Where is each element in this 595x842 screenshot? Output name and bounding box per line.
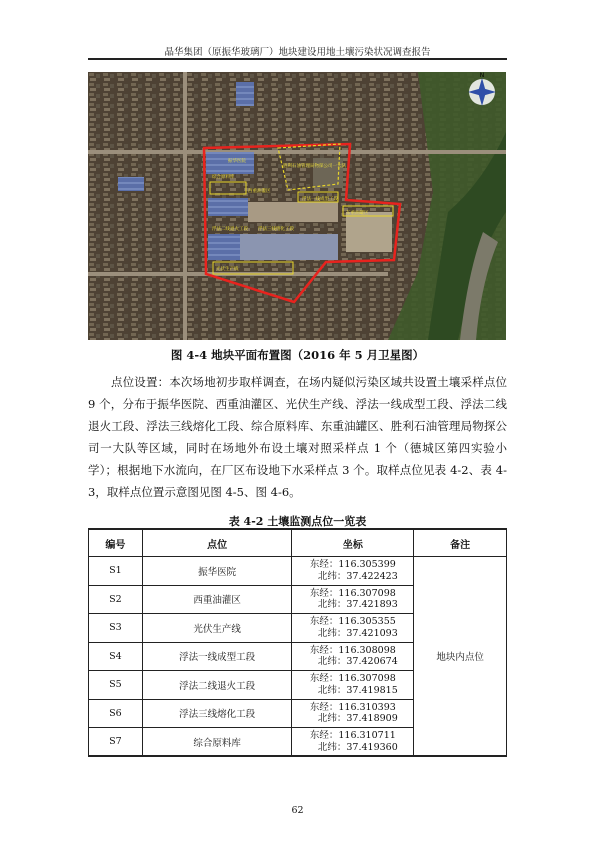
map-label: 振华医院 bbox=[228, 159, 246, 164]
svg-text:N: N bbox=[479, 72, 485, 79]
cell-id: S1 bbox=[89, 557, 143, 586]
page-header: 晶华集团（原振华玻璃厂）地块建设用地土壤污染状况调查报告 bbox=[164, 47, 431, 58]
cell-coordinates bbox=[292, 585, 414, 614]
map-label: 光伏生产线 bbox=[216, 267, 239, 272]
cell-id: S2 bbox=[89, 585, 143, 614]
header-coordinates: 坐标 bbox=[292, 529, 414, 557]
cell-coordinates bbox=[292, 699, 414, 728]
map-label: 浮法二线退火工段 bbox=[212, 227, 248, 232]
map-label: 东重油罐区 bbox=[346, 211, 369, 216]
table-header-row bbox=[89, 529, 507, 557]
header-location: 点位 bbox=[142, 529, 292, 557]
page-number: 62 bbox=[291, 805, 304, 816]
cell-coordinates bbox=[292, 557, 414, 586]
latitude: 北纬：37.420674 bbox=[317, 656, 398, 668]
cell-location: 浮法三线熔化工段 bbox=[142, 699, 292, 728]
cell-location: 振华医院 bbox=[142, 557, 292, 586]
cell-location: 光伏生产线 bbox=[142, 614, 292, 643]
satellite-map bbox=[88, 72, 506, 340]
map-label: 西重油灌区 bbox=[248, 189, 271, 194]
cell-id: S4 bbox=[89, 642, 143, 671]
latitude: 北纬：37.419815 bbox=[317, 684, 398, 696]
cell-remark: 地块内点位 bbox=[414, 557, 507, 757]
map-label: 浮法三线熔化工段 bbox=[258, 227, 294, 232]
longitude: 东经：116.305399 bbox=[309, 559, 396, 571]
cell-id: S7 bbox=[89, 728, 143, 757]
latitude: 北纬：37.418909 bbox=[317, 713, 398, 725]
map-label: 胜利石油管理局物探公司一大队 bbox=[283, 164, 346, 169]
longitude: 东经：116.310711 bbox=[309, 730, 396, 741]
cell-location: 西重油灌区 bbox=[142, 585, 292, 614]
longitude: 东经：116.308098 bbox=[309, 644, 396, 656]
cell-id: S3 bbox=[89, 614, 143, 643]
cell-id: S5 bbox=[89, 671, 143, 700]
cell-id: S6 bbox=[89, 699, 143, 728]
cell-coordinates bbox=[292, 728, 414, 757]
body-paragraph: 点位设置：本次场地初步取样调查，在场内疑似污染区域共设置土壤采样点位 9 个，分布于振华医院、西重油灌区、光伏生产线、浮法一线成型工段、浮法二线退火工段、浮法三线熔化工段、综合原料库、东重油罐区、胜利石油管理局物探公司一大队等区域，同时在场地外布设土壤对照采样点 1 个（德城区第四实验小学）；根据地下水流向，在厂区布设地下水采样点 3 个。取样点位见表 4-2、表 4-3，取样点位置示意图见图 4-5、图 4-6。 bbox=[88, 375, 507, 499]
cell-location: 浮法二线退火工段 bbox=[142, 671, 292, 700]
header-rule bbox=[88, 58, 507, 60]
latitude: 北纬：37.421093 bbox=[317, 627, 398, 639]
cell-coordinates bbox=[292, 614, 414, 643]
latitude: 北纬：37.421893 bbox=[317, 599, 398, 611]
monitoring-points-table bbox=[88, 528, 507, 757]
cell-coordinates bbox=[292, 671, 414, 700]
header-id: 编号 bbox=[89, 529, 143, 557]
latitude: 北纬：37.419360 bbox=[317, 741, 398, 753]
table-title: 表 4-2 土壤监测点位一览表 bbox=[228, 515, 367, 528]
satellite-map-figure bbox=[88, 72, 506, 340]
cell-coordinates bbox=[292, 642, 414, 671]
table-row bbox=[89, 557, 507, 586]
longitude: 东经：116.307098 bbox=[309, 673, 396, 685]
figure-caption: 图 4-4 地块平面布置图（2016 年 5 月卫星图） bbox=[170, 348, 425, 362]
longitude: 东经：116.305355 bbox=[309, 616, 396, 628]
cell-location: 综合原料库 bbox=[142, 728, 292, 757]
longitude: 东经：116.307098 bbox=[309, 587, 396, 599]
map-label: 浮法一线成型工段 bbox=[302, 197, 338, 202]
longitude: 东经：116.310393 bbox=[309, 701, 396, 713]
cell-location: 浮法一线成型工段 bbox=[142, 642, 292, 671]
header-remark: 备注 bbox=[414, 529, 507, 557]
latitude: 北纬：37.422423 bbox=[317, 570, 398, 582]
map-label: 综合原料库 bbox=[212, 175, 235, 180]
